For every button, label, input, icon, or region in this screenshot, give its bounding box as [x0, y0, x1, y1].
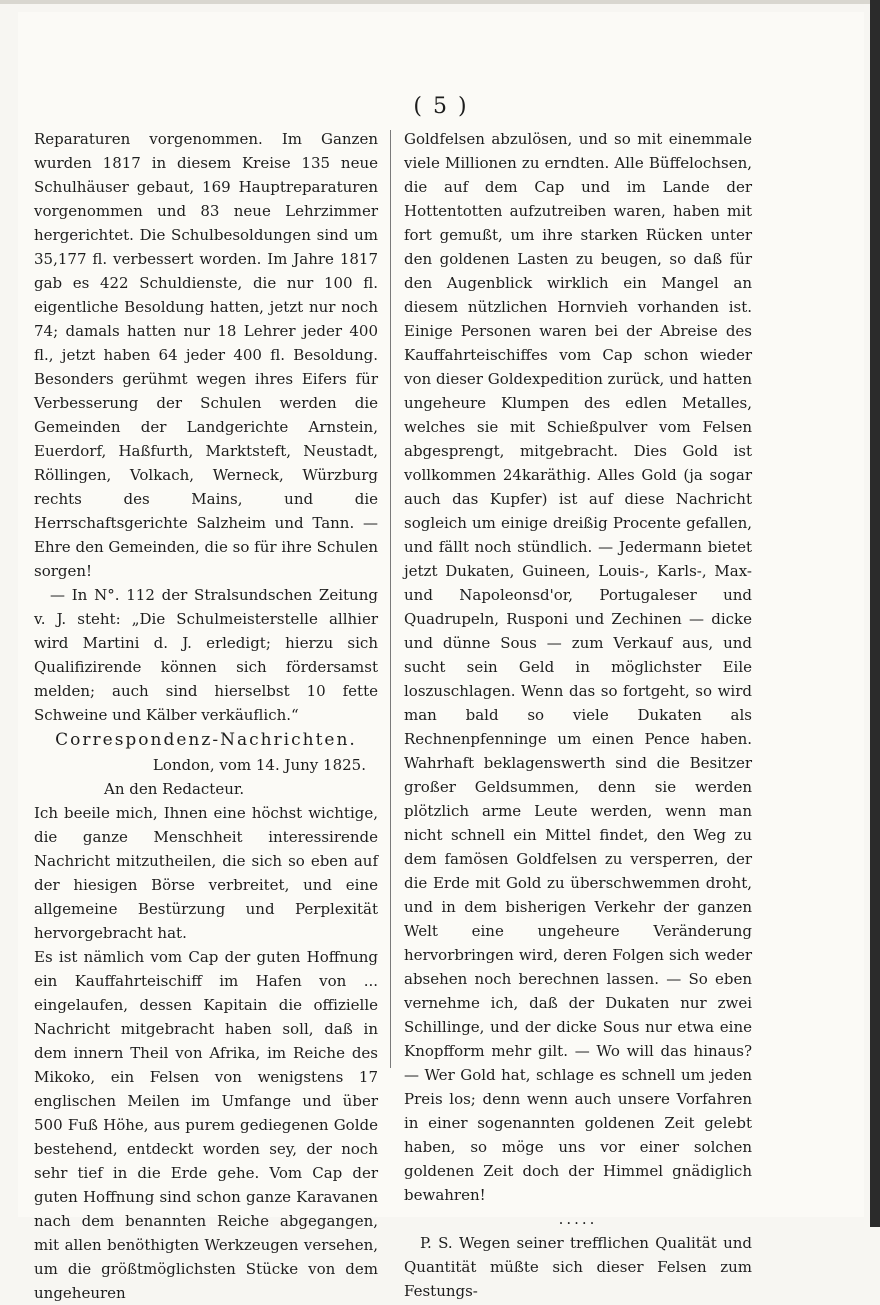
- right-paragraph-2: P. S. Wegen seiner trefflichen Qualität und Quantität müßte sich dieser Felsen zum Festungs-: [404, 1234, 752, 1300]
- left-paragraph-2: — In N°. 112 der Stralsundschen Zeitung v. J. steht: „Die Schulmeisterstelle allhier wird Martini d. J. erledigt; hierzu sich Qualifizirende können sich fördersamst melden; auch sind hierselbst 10 fette Schweine und Kälber verkäuflich.“: [34, 586, 378, 724]
- left-paragraph-3: Ich beeile mich, Ihnen eine höchst wichtige, die ganze Menschheit interessirende Nachricht mitzutheilen, die sich so eben auf der hiesigen Börse verbreitet, und eine allgemeine Bestürzung und Perplexität hervorgebracht hat.: [34, 804, 378, 942]
- addressee: An den Redacteur.: [104, 780, 245, 798]
- left-paragraph-4: Es ist nämlich vom Cap der guten Hoffnung ein Kauffahrteischiff im Hafen von ... eingelaufen, dessen Kapitain die offizielle Nachricht mitgebracht haben soll, daß in dem innern Theil von Afrika, im Reiche des Mikoko, ein Felsen von wenigstens 17 englischen Meilen im Umfange und über 500 Fuß Höhe, aus purem gediegenen Golde bestehend, entdeckt worden sey, der noch sehr tief in die Erde gehe. Vom Cap der guten Hoffnung sind schon ganze Karavanen nach dem benannten Reiche abgegangen, mit allen benöthigten Werkzeugen versehen, um die größtmöglichsten Stücke von dem ungeheuren: [34, 948, 378, 1302]
- page-number: ( 5 ): [413, 94, 469, 119]
- document-page: [18, 12, 864, 1302]
- left-column: [34, 127, 378, 1305]
- separator-dots: .....: [558, 1210, 598, 1228]
- right-paragraph-1: Goldfelsen abzulösen, und so mit einemmale viele Millionen zu erndten. Alle Büffelochsen, die auf dem Cap und im Lande der Hottentotten aufzutreiben waren, haben mit fort gemußt, um ihre starken Rücken unter den goldenen Lasten zu beugen, so daß für den Augenblick wirklich ein Mangel an diesem nützlichen Hornvieh vorhanden ist. Einige Personen waren bei der Abreise des Kauffahrteischiffes vom Cap schon wieder von dieser Goldexpedition zurück, und hatten ungeheure Klumpen des edlen Metalles, welches sie mit Schießpulver vom Felsen abgesprengt, mitgebracht. Dies Gold ist vollkommen 24karäthig. Alles Gold (ja sogar auch das Kupfer) ist auf diese Nachricht sogleich um einige dreißig Procente gefallen, und fällt noch stündlich. — Jedermann bietet jetzt Dukaten, Guineen, Louis-, Karls-, Max- und Napoleonsd'or, Portugaleser und Quadrupeln, Rusponi und Zechinen — dicke und dünne Sous — zum Verkauf aus, und sucht sein Geld in möglichster Eile loszuschlagen. Wenn das so fortgeht, so wird man bald so viele Dukaten als Rechnenpfenninge um einen Pence haben. Wahrhaft beklagenswerth sind die Besitzer großer Geldsummen, denn sie werden plötzlich arme Leute werden, wenn man nicht schnell ein Mittel findet, den Weg zu dem famösen Goldfelsen zu versperren, der die Erde mit Gold zu überschwemmen droht, und in dem bisherigen Verkehr der ganzen Welt eine ungeheure Veränderung hervorbringen wird, deren Folgen sich weder absehen noch berechnen lassen. — So eben vernehme ich, daß der Dukaten nur zwei Schillinge, und der dicke Sous nur etwa eine Knopfform mehr gilt. — Wo will das hinaus? — Wer Gold hat, schlage es schnell um jeden Preis los; denn wenn auch unsere Vorfahren in einer sogenannten goldenen Zeit gelebt haben, so möge uns vor einer solchen goldenen Zeit doch der Himmel gnädiglich bewahren!: [404, 130, 752, 1204]
- scan-edge-top: [0, 0, 880, 4]
- right-column: [404, 127, 752, 1303]
- section-heading: Correspondenz-Nachrichten.: [55, 730, 357, 750]
- column-divider: [390, 130, 391, 1068]
- scan-edge-right: [870, 0, 880, 1227]
- left-paragraph-1: Reparaturen vorgenommen. Im Ganzen wurden 1817 in diesem Kreise 135 neue Schulhäuser gebaut, 169 Hauptreparaturen vorgenommen und 83 neue Lehrzimmer hergerichtet. Die Schulbesoldungen sind um 35,177 fl. verbessert worden. Im Jahre 1817 gab es 422 Schuldienste, die nur 100 fl. eigentliche Besoldung hatten, jetzt nur noch 74; damals hatten nur 18 Lehrer jeder 400 fl., jetzt haben 64 jeder 400 fl. Besoldung. Besonders gerühmt wegen ihres Eifers für Verbesserung der Schulen werden die Gemeinden der Landgerichte Arnstein, Euerdorf, Haßfurth, Marktsteft, Neustadt, Röllingen, Volkach, Werneck, Würzburg rechts des Mains, und die Herrschaftsgerichte Salzheim und Tann. — Ehre den Gemeinden, die so für ihre Schulen sorgen!: [34, 130, 378, 580]
- dateline: London, vom 14. Juny 1825.: [152, 756, 366, 774]
